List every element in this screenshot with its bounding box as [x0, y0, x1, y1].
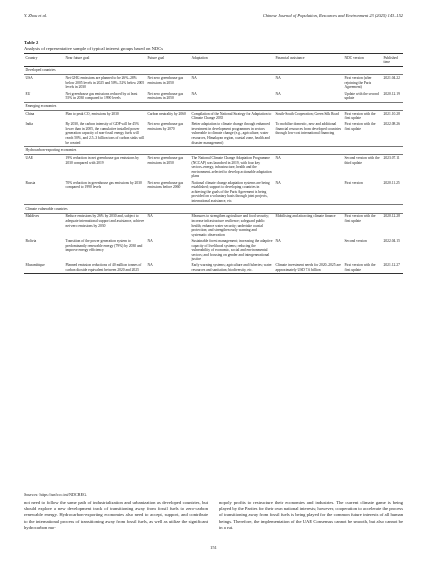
table-cell: Reduce emissions by 26% by 2030 and, subject to adequate international support and assistance, achieve net-zero emissions by 2030: [65, 214, 145, 228]
table-cell: Better adaptation to climate change through enhanced investment in development programmes in sectors vulnerable to climate change (e.g., agriculture, water resources, Himalayan region, coastal zone, health and disaster management): [191, 122, 270, 145]
table-cell: Bolivia: [25, 238, 37, 243]
table-cell: First version: [344, 180, 363, 185]
section-heading: Emerging economies: [24, 102, 403, 110]
table-cell: Sustainable forest management; increasing the adaptive capacity of livelihood systems; reducing the vulnerability of economic, social and environmental sectors; and focusing on gender and intergenerational justice: [191, 238, 273, 262]
table-cell: NA: [191, 91, 197, 96]
table-cell: National climate change adaptation systems are being established; support to developing countries in achieving the goals of the Paris Agreement is being provided on a voluntary basis through joint projects, international assistance, etc.: [191, 180, 270, 203]
body-paragraph-right: nopoly profits to restructure their economies and industries. The current climate game is being played by the Parties for their own national interests; however, cooperation to accelerate the process of transitioning away from fossil fuels is being played for the common future interests of all human beings. Therefore, the implementation of the UAE Consensus cannot be smooth, but also cannot be in a rut.: [219, 500, 403, 530]
table-cell: UAE: [25, 156, 33, 161]
table-cell: Plan to peak CO₂ emissions by 2030: [65, 111, 119, 116]
page-number: 151: [210, 545, 217, 550]
table-cell: 19% reduction in net greenhouse gas emissions by 2030 compared with 2019: [65, 156, 140, 165]
table-cell: Net GHG emissions are planned to be 26%–28% below 2005 levels in 2025 and 50%–52% below 2005 levels in 2030: [65, 76, 145, 90]
table-cell: First version with the first update: [343, 263, 382, 274]
table-row: [24, 75, 403, 91]
table-cell: NA: [147, 238, 153, 243]
table-row: [24, 110, 403, 121]
table-cell: Net zero greenhouse gas emissions in 2050: [147, 156, 184, 165]
table-cell: Net zero greenhouse gas emissions in 2050: [147, 76, 184, 85]
body-paragraph-left: not need to follow the same path of industrialization and urbanization as developed countries, but should explore a new development track of transitioning away from fossil fuels to zero-carbon renewable energy. Hydrocarbon-exporting economies also need to accept, support, and contribute to the international process of transitioning away from fossil fuels, as well as utilize the significant hydrocarbon mo-: [24, 500, 208, 530]
table-label: Table 2: [24, 40, 39, 45]
table-cell: NA: [146, 263, 190, 274]
table-cell: NA: [275, 156, 281, 161]
table-cell: 2020.11.25: [383, 180, 400, 185]
table-cell: 2022.04.15: [383, 238, 400, 243]
table-cell: 2022.08.26: [383, 122, 400, 127]
column-header: Published time: [382, 54, 403, 67]
table-cell: Maldives: [25, 214, 40, 219]
table-cell: First version (after rejoining the Paris Agreement): [344, 76, 372, 90]
column-header: Near future goal: [64, 54, 146, 67]
table-cell: Russia: [25, 180, 36, 185]
table-cell: Net zero greenhouse gas emissions before 2060: [147, 180, 184, 190]
table-cell: Mozambique: [24, 263, 64, 274]
table-cell: Second version with the third update: [344, 156, 380, 165]
table-cell: To mobilise domestic, new and additional financial resources from developed countries through low-cost international financing: [275, 122, 342, 136]
table-section-row: [24, 67, 403, 75]
table-cell: NA: [275, 180, 281, 185]
table-cell: By 2030, the carbon intensity of GDP will be 45% lower than in 2005, the cumulative installed power generation capacity of non-fossil energy fuels will reach 50%, and 2.5–3 billion tons of carbon sinks will be created: [65, 122, 145, 145]
table-row: [24, 180, 403, 205]
source-label: Sources:: [24, 492, 40, 497]
table-body: [24, 67, 403, 274]
column-header: NDC version: [343, 54, 382, 67]
table-cell: Planned emission reductions of 40 million tonnes of carbon dioxide equivalent between 2020 and 2025: [64, 263, 146, 274]
table-section-row: [24, 147, 403, 155]
table-cell: 2020.12.28: [383, 214, 400, 219]
table-caption: Analysis of representative sample of typical interest groups based on NDCs: [24, 46, 164, 51]
table-cell: 2023.07.11: [383, 156, 400, 161]
table-cell: First version with the first update: [344, 122, 376, 131]
table-cell: South-South Cooperation; Green Silk Road: [275, 111, 339, 116]
table-cell: Net zero greenhouse gas emissions by 2070: [147, 122, 184, 131]
section-heading: Climate vulnerable countries: [24, 205, 403, 213]
source-url[interactable]: https://unfccc.int/NDCREG.: [39, 492, 88, 497]
table-cell: 2021.10.28: [383, 111, 400, 116]
table-cell: NA: [147, 214, 153, 219]
table-row: [24, 238, 403, 263]
header-authors: Y. Zhou et al.: [24, 13, 48, 18]
table-cell: First version with the first update: [344, 214, 376, 223]
table-cell: 2021.04.22: [383, 76, 400, 81]
table-cell: EU: [25, 91, 31, 96]
table-row: [24, 213, 403, 238]
table-cell: Mobilising and attracting climate finance: [275, 214, 336, 219]
ndc-table: [24, 53, 403, 274]
table-cell: Carbon neutrality by 2060: [147, 111, 186, 116]
table-row: [24, 155, 403, 180]
table-cell: NA: [275, 76, 281, 81]
column-header: Future goal: [146, 54, 190, 67]
table-cell: Climate investment needs for 2020–2025 are approximately USD 7.6 billion: [274, 263, 343, 274]
section-heading: Hydrocarbon-exporting economies: [24, 147, 403, 155]
table-cell: China: [25, 111, 35, 116]
table-cell: The National Climate Change Adaptation Programme (NCCAP) was launched in 2019, with four key sectors–energy, infrastructure, health and the environment–selected to develop actionable adaptation plans: [191, 156, 272, 179]
table-cell: Transition of the power generation system to predominantly renewable energy (79%) by 2030 and improve energy efficiency: [65, 238, 143, 253]
table-section-row: [24, 205, 403, 213]
table-row: [24, 91, 403, 102]
table-cell: 2021.12.27: [382, 263, 403, 274]
section-heading: Developed countries: [24, 67, 403, 75]
table-cell: 70% reduction in greenhouse gas emissions by 2030 compared to 1990 levels: [65, 180, 142, 190]
table-cell: Net greenhouse gas emissions reduced by at least 55% in 2030 compared to 1990 levels: [65, 91, 138, 101]
table-cell: NA: [191, 76, 197, 81]
column-header: Country: [24, 54, 64, 67]
table-cell: Measures to strengthen agriculture and food security; increase infrastructure resilience; safeguard public health; enhance water security; undertake coastal protection; and strengthen early warning and systematic observation: [191, 214, 270, 237]
table-cell: First version with the first update: [344, 111, 376, 121]
table-header-row: [24, 54, 403, 67]
running-header: [24, 13, 403, 23]
table-cell: Update with the second update: [344, 91, 379, 101]
table-cell: NA: [275, 91, 281, 96]
table-cell: Second version: [344, 238, 367, 243]
column-header: Financial assistance: [274, 54, 343, 67]
table-cell: USA: [25, 76, 33, 81]
table-cell: NA: [275, 238, 281, 243]
table-section-row: [24, 102, 403, 110]
table-row: [24, 263, 403, 274]
table-cell: Net zero greenhouse gas emissions in 2050: [147, 91, 184, 101]
table-cell: Early warning systems; agriculture and fisheries; water resources and sanitation; biodiversity, etc.: [190, 263, 274, 274]
table-cell: Compilation of the National Strategy for Adaptation to Climate Change 2035: [191, 111, 272, 121]
header-journal: Chinese Journal of Population, Resources and Environment 23 (2025) 143–152: [262, 13, 403, 18]
table-cell: India: [25, 122, 33, 127]
table-cell: 2020.12.19: [383, 91, 400, 96]
column-header: Adaptation: [190, 54, 274, 67]
table-row: [24, 122, 403, 147]
table-source: [24, 492, 87, 497]
